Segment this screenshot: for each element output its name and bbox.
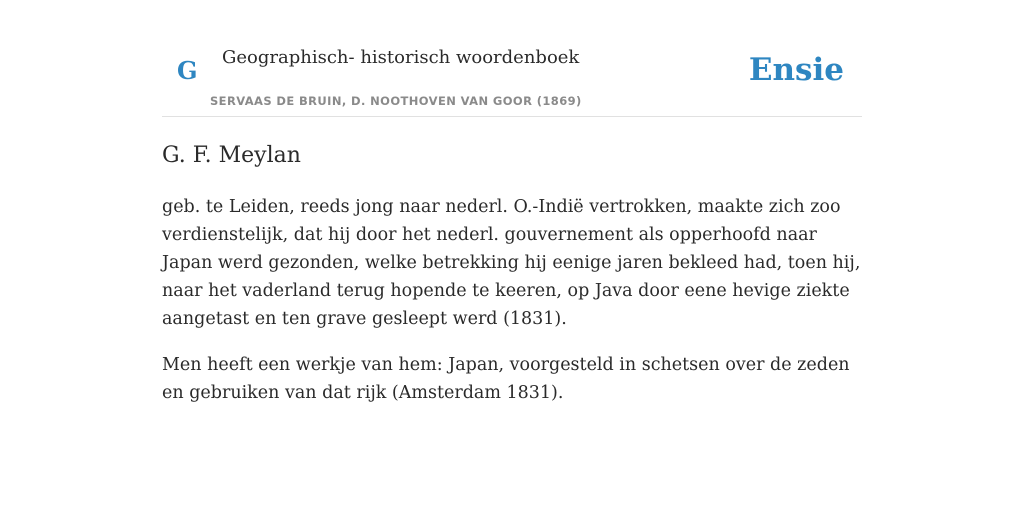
- book-letter-link[interactable]: G: [177, 56, 198, 85]
- page: [162, 0, 862, 425]
- ensie-logo-link[interactable]: Ensie: [748, 52, 844, 88]
- book-authors: SERVAAS DE BRUIN, D. NOOTHOVEN VAN GOOR (1869): [210, 94, 582, 108]
- header: [162, 0, 862, 117]
- entry-paragraph: Men heeft een werkje van hem: Japan, voorgesteld in schetsen over de zeden en gebruiken van dat rijk (Amsterdam 1831).: [162, 355, 850, 403]
- entry-title: G. F. Meylan: [162, 143, 301, 168]
- entry-paragraph: geb. te Leiden, reeds jong naar nederl. O.-Indië vertrokken, maakte zich zoo verdienstelijk, dat hij door het nederl. gouvernement als opperhoofd naar Japan werd gezonden, welke betrekking hij eenige jaren bekleed had, toen hij, naar het vaderland terug hopende te keeren, op Java door eene hevige ziekte aangetast en ten grave gesleept werd (1831).: [162, 197, 861, 329]
- entry-body: [162, 193, 862, 407]
- book-title-link[interactable]: Geographisch- historisch woordenboek: [222, 47, 580, 68]
